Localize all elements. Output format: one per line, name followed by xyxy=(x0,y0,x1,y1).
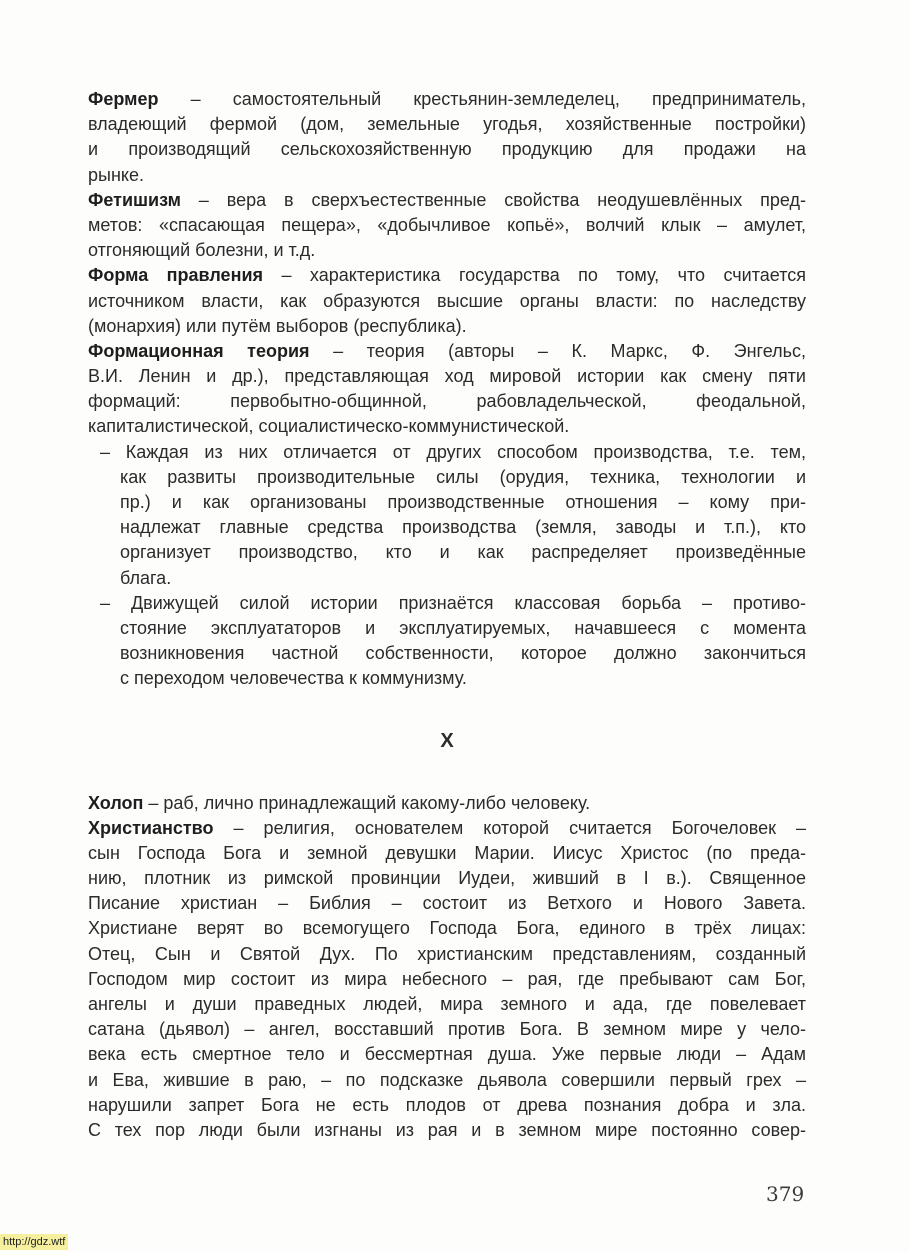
definition-line: – вера в сверхъестественные свойства неодушевлённых пред- xyxy=(180,189,806,210)
definition-line: ангелы и души праведных людей, мира земного и ада, где повелевает xyxy=(88,994,806,1014)
term: Фетишизм xyxy=(88,189,181,210)
definition-line: источником власти, как образуются высшие органы власти: по наследству xyxy=(88,290,806,311)
definition-line: – характеристика государства по тому, что считается xyxy=(263,265,806,286)
definition-line: метов: «спасающая пещера», «добычливое копьё», волчий клык – амулет, xyxy=(88,214,806,235)
definition-line: нию, плотник из римской провинции Иудеи, живший в I в.). Священное xyxy=(88,868,806,889)
watermark-link[interactable]: http://gdz.wtf xyxy=(0,1234,68,1250)
entry-formation-theory xyxy=(88,339,806,692)
definition-line: рынке. xyxy=(88,164,144,185)
definition-line: С тех пор люди были изгнаны из рая и в земном мире постоянно совер- xyxy=(88,1119,806,1140)
bullet-line: блага. xyxy=(120,567,172,588)
entry-forma-pravleniya xyxy=(88,263,806,339)
section-letter: Х xyxy=(440,729,454,752)
definition-line: отгоняющий болезни, и т.д. xyxy=(88,240,316,261)
bullet-line: пр.) и как организованы производственные отношения – кому при- xyxy=(120,492,806,512)
definition-line: (монархия) или путём выборов (республика). xyxy=(88,315,467,336)
term: Холоп xyxy=(88,792,144,813)
definition-line: нарушили запрет Бога не есть плодов от древа познания добра и зла. xyxy=(88,1094,806,1115)
definition-line: и производящий сельскохозяйственную продукцию для продажи на xyxy=(88,139,806,160)
term: Фермер xyxy=(88,89,159,109)
page-body xyxy=(88,87,806,1143)
term: Христианство xyxy=(88,817,214,838)
definition-line: и Ева, жившие в раю, – по подсказке дьявола совершили первый грех – xyxy=(88,1069,806,1090)
definition-line: Отец, Сын и Святой Дух. По христианским представлениям, созданный xyxy=(88,943,806,964)
bullet-line: – Каждая из них отличается от других способом производства, т.е. тем, xyxy=(100,441,806,462)
definition-line: капиталистической, социалистическо-коммунистической. xyxy=(88,416,570,437)
term: Форма правления xyxy=(88,265,264,286)
definition-line: – самостоятельный крестьянин-земледелец, предприниматель, xyxy=(158,89,806,109)
definition-line: – теория (авторы – К. Маркс, Ф. Энгельс, xyxy=(309,340,806,361)
definition-line: Писание христиан – Библия – состоит из Ветхого и Нового Завета. xyxy=(88,893,806,914)
bullet-line: с переходом человечества к коммунизму. xyxy=(120,668,467,689)
bullet-line: – Движущей силой истории признаётся классовая борьба – противо- xyxy=(100,592,806,613)
definition-line: владеющий фермой (дом, земельные угодья, хозяйственные постройки) xyxy=(88,114,806,135)
bullet-line: стояние эксплуататоров и эксплуатируемых, начавшееся с момента xyxy=(120,617,806,638)
bullet-line: организует производство, кто и как распределяет произведённые xyxy=(120,542,806,563)
bullet-line: возникновения частной собственности, которое должно закончиться xyxy=(120,643,806,664)
entry-christianity xyxy=(88,816,806,1143)
page-number: 379 xyxy=(766,1182,805,1206)
definition-line: сын Господа Бога и земной девушки Марии. Иисус Христос (по преда- xyxy=(88,842,806,863)
bullet-line: как развиты производительные силы (орудия, техника, технологии и xyxy=(120,466,806,487)
definition-line: сатана (дьявол) – ангел, восставший против Бога. В земном мире у чело- xyxy=(88,1019,806,1040)
definition-line: В.И. Ленин и др.), представляющая ход мировой истории как смену пяти xyxy=(88,366,806,387)
definition-line: Христиане верят во всемогущего Господа Бога, единого в трёх лицах: xyxy=(88,918,806,939)
bullet-item xyxy=(100,440,806,591)
entry-fermer xyxy=(88,87,806,188)
term: Формационная теория xyxy=(88,340,310,361)
definition-line: – религия, основателем которой считается Богочеловек – xyxy=(213,817,806,838)
entry-kholop xyxy=(88,791,806,816)
definition-line: Господом мир состоит из мира небесного – рая, где пребывают сам Бог, xyxy=(88,968,806,989)
definition-line: – раб, лично принадлежащий какому-либо человеку. xyxy=(143,792,591,813)
definition-line: формаций: первобытно-общинной, рабовладельческой, феодальной, xyxy=(88,391,806,412)
bullet-item xyxy=(100,591,806,692)
definition-line: века есть смертное тело и бессмертная душа. Уже первые люди – Адам xyxy=(88,1044,806,1065)
entry-fetishism xyxy=(88,188,806,264)
bullet-line: надлежат главные средства производства (земля, заводы и т.п.), кто xyxy=(120,517,806,538)
